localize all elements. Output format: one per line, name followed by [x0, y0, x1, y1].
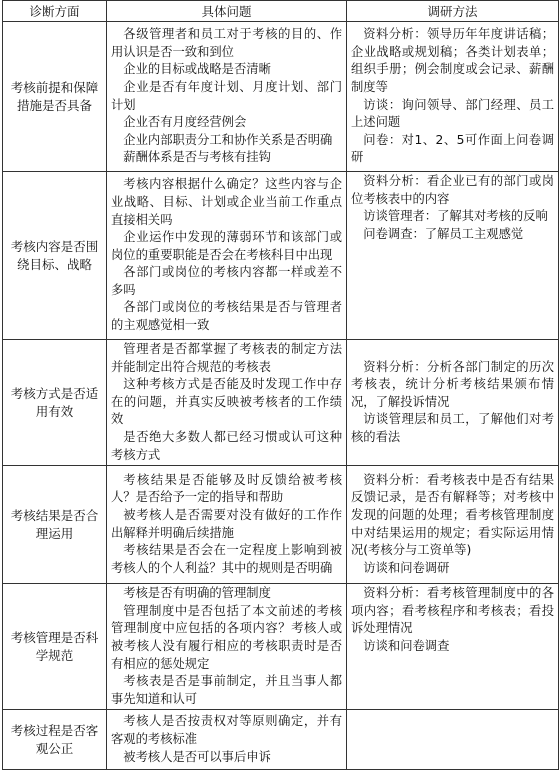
aspect-cell: 考核前提和保障措施是否具备 — [3, 22, 107, 172]
method-item: 资料分析：看考核管理制度中的各项内容；看考核程序和考核表；看投诉处理情况 — [351, 586, 554, 636]
methods-cell — [347, 710, 559, 770]
diagnosis-table — [2, 0, 559, 770]
methods-cell — [347, 22, 559, 172]
question-item: 企业是否有年度计划、月度计划、部门计划 — [111, 79, 342, 112]
table-row — [3, 466, 559, 584]
question-item: 考核人是否按责权对等原则确定，并有客观的考核标准 — [111, 714, 342, 747]
method-item: 资料分析：看企业已有的部门或岗位考核表中的内容 — [351, 174, 554, 206]
questions-cell — [107, 172, 347, 340]
header-questions: 具体问题 — [107, 1, 347, 22]
question-item: 企业否有月度经营例会 — [123, 115, 247, 130]
question-item: 考核内容根据什么确定？这些内容与企业战略、目标、计划或企业当前工作重点直接相关吗 — [111, 177, 342, 227]
table-row — [3, 172, 559, 340]
questions-cell — [107, 584, 347, 710]
question-item: 考核结果是否能够及时反馈给被考核人？是否给予一定的指导和帮助 — [111, 472, 342, 505]
question-item: 企业运作中发现的薄弱环节和该部门或岗位的重要职能是否会在考核科目中出现 — [111, 230, 342, 262]
method-item: 访谈管理层和员工，了解他们对考核的看法 — [351, 412, 554, 444]
method-item: 访谈管理者：了解其对考核的反响 — [363, 209, 548, 224]
methods-cell — [347, 584, 559, 710]
question-item: 各部门或岗位的考核内容都一样或差不多吗 — [111, 265, 342, 297]
question-item: 被考核人是否需要对没有做好的工作作出解释并明确后续措施 — [111, 508, 342, 540]
method-item: 访谈和问卷调研 — [363, 560, 450, 575]
table-row — [3, 584, 559, 710]
table-header-row — [3, 1, 559, 22]
method-item: 资料分析：领导历年年度讲话稿；企业战略或规划稿；各类计划表单；组织手册；例会制度或会记录、薪酬制度等 — [351, 27, 554, 94]
method-item: 资料分析：看考核表中是否有结果反馈记录，是否有解释等；对考核中发现的问题的处理；看考核管理制度中对结果运用的规定；看实际运用情况(考核分与工资单等) — [351, 472, 554, 558]
aspect-cell: 考核方式是否适用有效 — [3, 340, 107, 466]
question-item: 是否绝大多数人都已经习惯或认可这种考核方式 — [111, 429, 342, 462]
question-item: 被考核人是否可以事后申诉 — [123, 749, 271, 764]
question-item: 各部门或岗位的考核结果是否与管理者的主观感觉相一致 — [111, 300, 342, 333]
questions-cell — [107, 710, 347, 770]
question-item: 企业的目标或战略是否清晰 — [123, 62, 271, 77]
table-row — [3, 340, 559, 466]
diagnosis-table-wrapper — [2, 0, 558, 764]
method-item: 访谈：询问领导、部门经理、员工上述问题 — [351, 97, 554, 130]
question-item: 各级管理者和员工对于考核的目的、作用认识是否一致和到位 — [111, 27, 342, 59]
aspect-cell: 考核结果是否合理运用 — [3, 466, 107, 584]
questions-cell — [107, 22, 347, 172]
method-item: 资料分析：分析各部门制定的历次考核表，统计分析考核结果颁布情况，了解投诉情况 — [351, 359, 554, 409]
methods-cell — [347, 340, 559, 466]
question-item: 管理制度中是否包括了本文前述的考核管理制度中应包括的各项内容？考核人或被考核人没有履行相应的考核职责时是否有相应的惩处规定 — [111, 603, 342, 671]
questions-cell — [107, 466, 347, 584]
method-item: 问卷：对1、2、5可作面上问卷调研 — [351, 132, 554, 165]
methods-cell — [347, 172, 559, 340]
question-item: 考核表是否是事前制定，并且当事人都事先知道和认可 — [111, 674, 342, 706]
table-row — [3, 22, 559, 172]
header-aspect: 诊断方面 — [3, 1, 107, 22]
aspect-cell: 考核管理是否科学规范 — [3, 584, 107, 710]
aspect-cell: 考核过程是否客观公正 — [3, 710, 107, 770]
question-item: 薪酬体系是否与考核有挂钩 — [123, 150, 271, 165]
question-item: 管理者是否都掌握了考核表的制定方法并能制定出符合规范的考核表 — [111, 342, 342, 374]
question-item: 这种考核方式是否能及时发现工作中存在的问题，并真实反映被考核者的工作绩效 — [111, 377, 342, 427]
table-row — [3, 710, 559, 770]
methods-cell — [347, 466, 559, 584]
question-item: 考核结果是否会在一定程度上影响到被考核人的个人利益？其中的规则是否明确 — [111, 543, 342, 575]
question-item: 企业内部职责分工和协作关系是否明确 — [123, 132, 333, 147]
aspect-cell: 考核内容是否围绕目标、战略 — [3, 172, 107, 340]
question-item: 考核是否有明确的管理制度 — [123, 586, 271, 601]
header-methods: 调研方法 — [347, 1, 559, 22]
method-item: 问卷调查：了解员工主观感觉 — [363, 226, 524, 241]
method-item: 访谈和问卷调查 — [363, 638, 450, 653]
questions-cell — [107, 340, 347, 466]
